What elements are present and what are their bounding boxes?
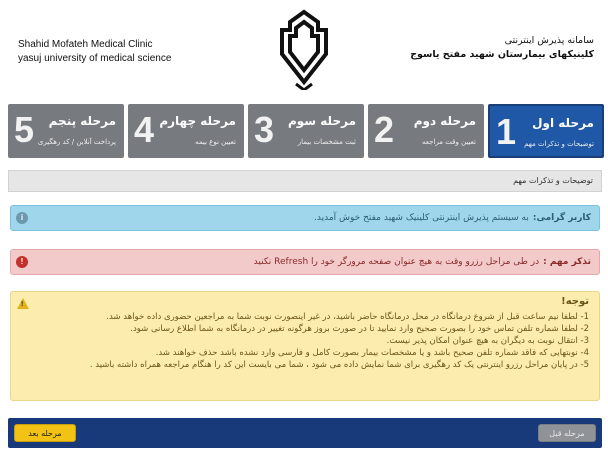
info-text: به سیستم پذیرش اینترنتی کلینیک شهید مفتح خوش آمدید. <box>314 213 529 223</box>
step-title: مرحله پنجم <box>48 114 116 128</box>
step-number: 1 <box>496 111 517 152</box>
wizard-footer <box>8 418 602 448</box>
step-number: 5 <box>14 109 35 150</box>
refresh-warning-alert <box>10 249 600 275</box>
wizard-steps <box>8 104 604 158</box>
step-subtitle: تعیین وقت مراجعه <box>422 138 476 146</box>
step-1 <box>488 104 604 158</box>
previous-step-button[interactable]: مرحله قبل <box>538 424 596 442</box>
exclamation-icon: ! <box>16 256 28 268</box>
step-number: 3 <box>254 109 275 150</box>
step-number: 4 <box>134 109 155 150</box>
list-item: 3- انتقال نوبت به دیگران به هیچ عنوان امکان پذیر نیست. <box>386 336 589 346</box>
list-item: 2- لطفا شماره تلفن تماس خود را بصورت صحیح وارد نمایید تا در صورت بروز هرگونه تغییر در درمانگاه به شما اطلاع رسانی شود. <box>130 324 589 334</box>
header <box>0 0 608 100</box>
step-title: مرحله دوم <box>413 114 476 128</box>
info-icon: i <box>16 212 28 224</box>
attention-list <box>41 311 589 371</box>
clinic-name-persian <box>410 34 594 62</box>
step-title: مرحله چهارم <box>159 114 236 128</box>
next-step-button[interactable]: مرحله بعد <box>14 424 76 442</box>
clinic-name-en-line1: Shahid Mofateh Medical Clinic <box>18 39 153 50</box>
step-subtitle: ثبت مشخصات بیمار <box>297 138 356 146</box>
step-subtitle: توضیحات و تذکرات مهم <box>524 140 594 148</box>
step-subtitle: تعیین نوع بیمه <box>195 138 236 146</box>
clinic-name-en-line2: yasuj university of medical science <box>18 53 172 64</box>
step-title: مرحله سوم <box>287 114 356 128</box>
clinic-name-fa-line2: کلینیکهای بیمارستان شهید مفتح یاسوج <box>410 49 594 60</box>
list-item: 4- نوبتهایی که فاقد شماره تلفن صحیح باشد و یا مشخصات بیمار بصورت کامل و فارسی وارد نشده باشد حذف خواهند شد. <box>155 348 589 358</box>
warning-triangle-icon <box>17 298 29 309</box>
danger-text: در طی مراحل رزرو وقت به هیچ عنوان صفحه مرورگر خود را Refresh نکنید <box>253 257 540 267</box>
attention-alert <box>10 291 600 401</box>
danger-label: تذکر مهم : <box>543 257 591 267</box>
clinic-name-english <box>18 38 171 66</box>
university-emblem-icon <box>276 8 332 90</box>
step-3 <box>248 104 364 158</box>
step-4 <box>128 104 244 158</box>
list-item: 5- در پایان مراحل رزرو اینترنتی یک کد رهگیری برای شما نمایش داده می شود ، شما می بایست این کد را هنگام مراجعه همراه داشته باشید . <box>89 360 589 370</box>
info-label: کاربر گرامی: <box>532 213 591 223</box>
step-subtitle: پرداخت آنلاین / کد رهگیری <box>37 138 116 146</box>
attention-title: توجه! <box>561 296 589 307</box>
panel-heading: توضیحات و تذکرات مهم <box>8 170 602 192</box>
list-item: 1- لطفا نیم ساعت قبل از شروع درمانگاه در محل درمانگاه حاضر باشید، در غیر اینصورت نوبت شما به مراجعین حضوری داده خواهد شد. <box>106 312 589 322</box>
welcome-alert <box>10 205 600 231</box>
step-2 <box>368 104 484 158</box>
notes-panel <box>8 170 602 410</box>
clinic-name-fa-line1: سامانه پذیرش اینترنتی <box>504 35 594 46</box>
step-5 <box>8 104 124 158</box>
step-number: 2 <box>374 109 395 150</box>
step-title: مرحله اول <box>532 116 594 130</box>
